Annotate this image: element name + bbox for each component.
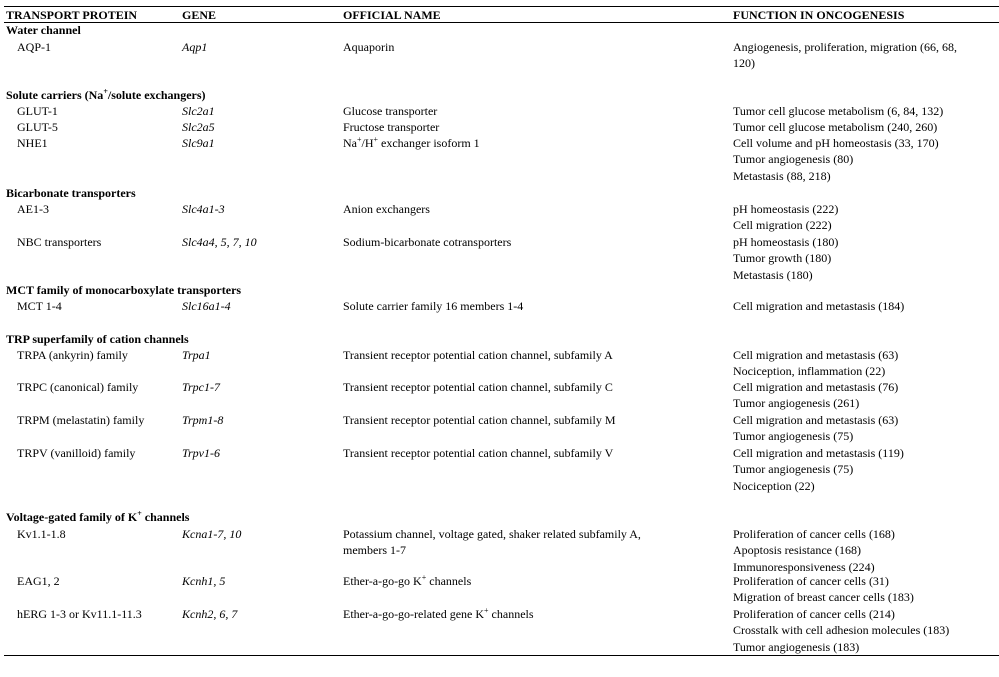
- gene-cell: Slc2a1: [182, 104, 215, 118]
- gene-cell: Trpm1-8: [182, 413, 224, 427]
- gene-cell: Slc4a4, 5, 7, 10: [182, 235, 257, 249]
- text-part: channels: [426, 574, 472, 588]
- protein-cell: NHE1: [17, 136, 48, 150]
- protein-cell: TRPC (canonical) family: [17, 380, 139, 394]
- text-part: /solute exchangers): [107, 88, 206, 102]
- official-name-cell: Solute carrier family 16 members 1-4: [343, 299, 524, 313]
- official-name-cell: Anion exchangers: [343, 202, 430, 216]
- protein-cell: GLUT-1: [17, 104, 58, 118]
- function-line: Cell migration (222): [733, 218, 832, 232]
- protein-cell: TRPM (melastatin) family: [17, 413, 145, 427]
- gene-cell: Kcnh2, 6, 7: [182, 607, 238, 621]
- section-title: MCT family of monocarboxylate transporters: [6, 283, 242, 297]
- text-part: Solute carriers (Na: [6, 88, 104, 102]
- function-line: Proliferation of cancer cells (214): [733, 607, 895, 621]
- protein-cell: TRPV (vanilloid) family: [17, 446, 136, 460]
- text-part: /H: [361, 136, 374, 150]
- official-name-cell: Transient receptor potential cation channel, subfamily C: [343, 380, 613, 394]
- function-line: Tumor angiogenesis (75): [733, 462, 854, 476]
- gene-cell: Kcnh1, 5: [182, 574, 226, 588]
- section-title: Water channel: [6, 23, 81, 37]
- official-name-cell: Transient receptor potential cation channel, subfamily A: [343, 348, 613, 362]
- function-line: Tumor angiogenesis (75): [733, 429, 854, 443]
- text-part: exchanger isoform 1: [378, 136, 480, 150]
- official-name-cell: [343, 607, 534, 621]
- header-official-name: OFFICIAL NAME: [343, 8, 441, 22]
- section-title: TRP superfamily of cation channels: [6, 332, 189, 346]
- header-gene: GENE: [182, 8, 217, 22]
- official-name-line: members 1-7: [343, 543, 406, 558]
- function-line: Proliferation of cancer cells (31): [733, 574, 889, 588]
- gene-cell: Slc16a1-4: [182, 299, 231, 313]
- superscript: +: [373, 135, 379, 144]
- text-part: Voltage-gated family of K: [6, 510, 138, 524]
- function-line: Tumor cell glucose metabolism (240, 260): [733, 120, 938, 134]
- function-line: Tumor angiogenesis (183): [733, 640, 860, 654]
- text-part: channels: [488, 607, 534, 621]
- superscript: +: [357, 135, 362, 144]
- official-name-cell: Transient receptor potential cation channel, subfamily M: [343, 413, 616, 427]
- function-line: Tumor cell glucose metabolism (6, 84, 132): [733, 104, 944, 118]
- protein-cell: GLUT-5: [17, 120, 58, 134]
- function-line: Crosstalk with cell adhesion molecules (183): [733, 623, 950, 637]
- function-line: Migration of breast cancer cells (183): [733, 590, 914, 604]
- text-part: Ether-a-go-go K: [343, 574, 422, 588]
- section-title: [6, 510, 189, 524]
- protein-cell: MCT 1-4: [17, 299, 62, 313]
- header-function-in-oncogenesis: FUNCTION IN ONCOGENESIS: [733, 8, 905, 22]
- function-line: Apoptosis resistance (168): [733, 543, 861, 557]
- function-line: Cell migration and metastasis (63): [733, 348, 899, 362]
- gene-cell: Trpa1: [182, 348, 211, 362]
- function-line: Metastasis (88, 218): [733, 169, 831, 183]
- text-part: channels: [141, 510, 190, 524]
- official-name-cell: [343, 136, 480, 150]
- header-bottom-rule: [4, 22, 999, 23]
- function-line: Tumor growth (180): [733, 251, 832, 265]
- official-name-line: Potassium channel, voltage gated, shaker related subfamily A,: [343, 527, 641, 541]
- gene-cell: Trpc1-7: [182, 380, 221, 394]
- official-name-cell: Aquaporin: [343, 40, 395, 54]
- protein-cell: Kv1.1-1.8: [17, 527, 66, 541]
- gene-cell: Trpv1-6: [182, 446, 221, 460]
- superscript: +: [484, 606, 489, 615]
- function-line: Tumor angiogenesis (80): [733, 152, 854, 166]
- official-name-cell: [343, 574, 471, 588]
- official-name-cell: Glucose transporter: [343, 104, 438, 118]
- official-name-cell: Fructose transporter: [343, 120, 440, 134]
- gene-cell: Aqp1: [182, 40, 208, 54]
- table-top-rule: [4, 6, 999, 7]
- function-line: Immunoresponsiveness (224): [733, 560, 875, 574]
- protein-cell: AQP-1: [17, 40, 52, 54]
- function-line: Cell migration and metastasis (184): [733, 299, 905, 313]
- function-line: Tumor angiogenesis (261): [733, 396, 860, 410]
- gene-cell: Slc4a1-3: [182, 202, 225, 216]
- function-line: Metastasis (180): [733, 268, 813, 282]
- text-part: Na: [343, 136, 357, 150]
- protein-cell: AE1-3: [17, 202, 49, 216]
- function-line: Cell migration and metastasis (119): [733, 446, 904, 460]
- gene-cell: Slc2a5: [182, 120, 215, 134]
- table-bottom-rule: [4, 655, 999, 656]
- function-line: Proliferation of cancer cells (168): [733, 527, 895, 541]
- protein-cell: NBC transporters: [17, 235, 102, 249]
- superscript: +: [137, 509, 142, 518]
- function-line: Angiogenesis, proliferation, migration (66, 68,: [733, 40, 957, 54]
- gene-cell: Slc9a1: [182, 136, 215, 150]
- function-line: Cell volume and pH homeostasis (33, 170): [733, 136, 939, 150]
- protein-cell: hERG 1-3 or Kv11.1-11.3: [17, 607, 142, 621]
- official-name-cell: Sodium-bicarbonate cotransporters: [343, 235, 512, 249]
- official-name-cell: Transient receptor potential cation channel, subfamily V: [343, 446, 614, 460]
- section-title: Bicarbonate transporters: [6, 186, 136, 200]
- function-line: Cell migration and metastasis (76): [733, 380, 899, 394]
- function-line: pH homeostasis (222): [733, 202, 839, 216]
- text-part: Ether-a-go-go-related gene K: [343, 607, 485, 621]
- function-line: Cell migration and metastasis (63): [733, 413, 899, 427]
- header-transport-protein: TRANSPORT PROTEIN: [6, 8, 138, 22]
- protein-cell: EAG1, 2: [17, 574, 60, 588]
- function-line: Nociception, inflammation (22): [733, 364, 886, 378]
- section-title: [6, 88, 206, 102]
- function-line: pH homeostasis (180): [733, 235, 839, 249]
- superscript: +: [103, 87, 108, 96]
- superscript: +: [421, 573, 427, 582]
- function-line: Nociception (22): [733, 479, 815, 493]
- gene-cell: Kcna1-7, 10: [182, 527, 242, 541]
- protein-cell: TRPA (ankyrin) family: [17, 348, 128, 362]
- function-line: 120): [733, 56, 755, 70]
